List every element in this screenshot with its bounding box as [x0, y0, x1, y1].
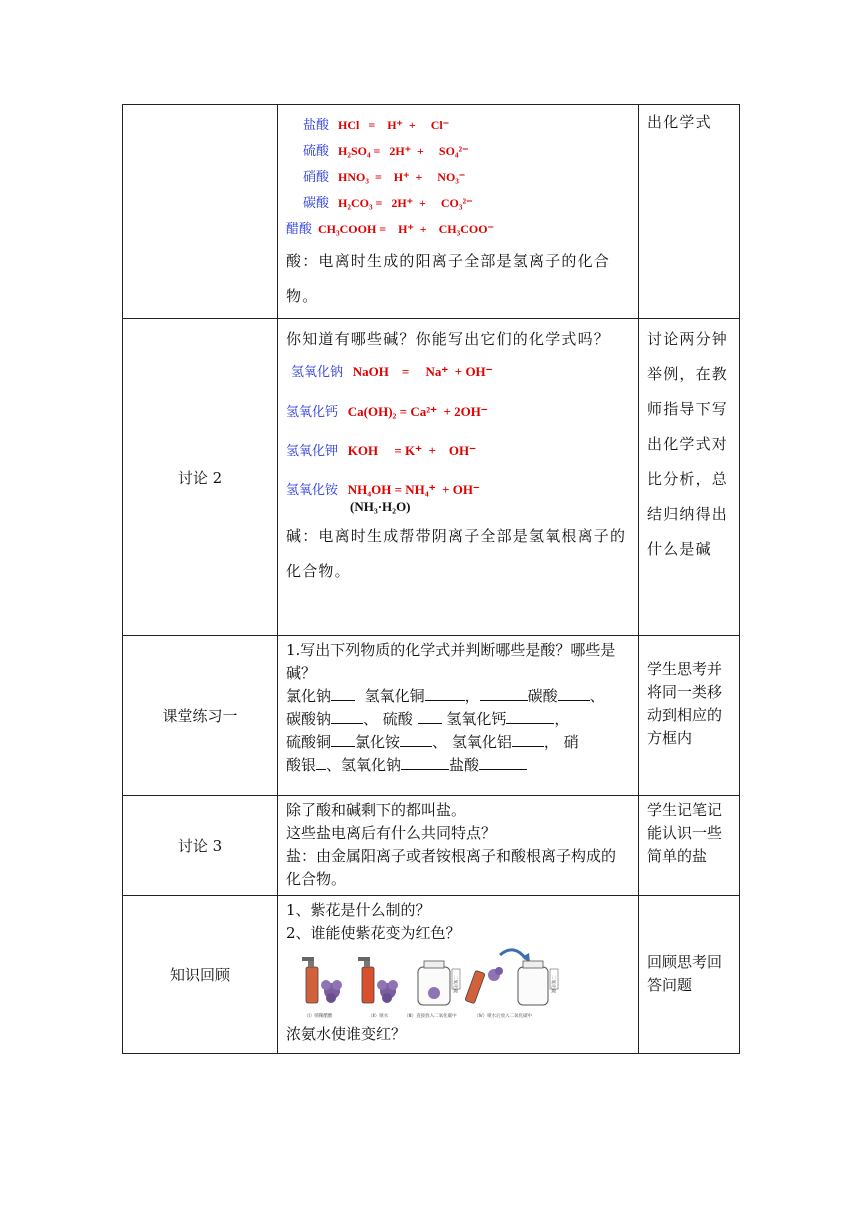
flower-icon	[488, 967, 503, 981]
base-equation: 氢氧化钾 KOH = K⁺ + OH⁻	[286, 443, 476, 459]
jar-label: 二氧化碳	[550, 975, 555, 993]
acid-content	[278, 105, 639, 319]
review-row	[123, 896, 740, 1054]
base-definition: 碱：电离时生成帮带阴离子全部是氢氧根离子的化合物。	[286, 527, 627, 580]
figure-caption: （Ⅳ）喷水后放入二氧化碳中	[474, 1014, 533, 1019]
base-equation: 氢氧化钙 Ca(OH)₂ = Ca²⁺ + 2OH⁻	[286, 404, 488, 420]
lesson-table	[122, 104, 740, 1054]
acid-equation: 碳酸 H₂CO₃ = 2H⁺ + CO₃²⁻	[303, 196, 473, 211]
row-label: 讨论 3	[123, 796, 278, 896]
acid-row	[123, 105, 740, 319]
flower-icon	[321, 980, 342, 1003]
acid-equation: 硫酸 H₂SO₄ = 2H⁺ + SO₄²⁻	[303, 144, 469, 159]
base-equation: 氢氧化铵 NH₄OH = NH₄⁺ + OH⁻	[286, 482, 480, 498]
row-label: 课堂练习一	[123, 636, 278, 796]
row-label: 讨论 2	[123, 319, 278, 636]
row-label	[123, 105, 278, 319]
base-content	[278, 319, 639, 636]
experiment-figure	[286, 945, 630, 1023]
acid-equation: 醋酸 CH₃COOH = H⁺ + CH₃COO⁻	[286, 222, 494, 237]
activity-text: 回顾思考回答问题	[639, 896, 740, 1054]
exercise-line: 氯化钠 氢氧化铜 ， 碳酸 、	[286, 687, 605, 705]
exercise-content	[278, 636, 639, 796]
salt-line: 这些盐电离后有什么共同特点？	[286, 824, 497, 842]
review-content	[278, 896, 639, 1054]
ammonia-note: (NH₃·H₂O)	[350, 499, 411, 514]
salt-line: 盐：由金属阳离子或者铵根离子和酸根离子构成的化合物。	[286, 847, 617, 888]
discussion-2-row	[123, 319, 740, 636]
exercise-line: 碳酸钠 、 硫酸 氢氧化钙 ，	[286, 710, 570, 728]
review-question: 浓氨水使谁变红？	[286, 1025, 407, 1043]
jar-label: 二氧化碳	[452, 975, 457, 993]
spray-bottle-icon	[302, 957, 318, 1003]
figure-caption: （Ⅱ）喷水	[368, 1014, 389, 1019]
spray-bottle-icon	[358, 957, 374, 1003]
salt-content	[278, 796, 639, 896]
exercise-line: 酸银 、氢氧化钠 盐酸	[286, 754, 630, 777]
activity-text: 学生记笔记能认识一些简单的盐	[639, 796, 740, 896]
base-question: 你知道有哪些碱？你能写出它们的化学式吗？	[286, 330, 611, 348]
acid-equation: 盐酸 HCl = H⁺ + Cl⁻	[303, 118, 450, 133]
figure-caption: （Ⅰ）喷稀醋酸	[304, 1014, 333, 1019]
base-equation: 氢氧化钠 NaOH = Na⁺ + OH⁻	[291, 364, 493, 380]
activity-text: 学生思考并将同一类移动到相应的方框内	[639, 636, 740, 796]
activity-text: 讨论两分钟举例，在教师指导下写出化学式对比分析，总结归纳得出什么是碱	[639, 319, 740, 636]
flower-experiment-illustration	[300, 945, 560, 1023]
exercise-row	[123, 636, 740, 796]
review-line: 2、谁能使紫花变为红色？	[286, 924, 461, 942]
discussion-3-row	[123, 796, 740, 896]
row-label: 知识回顾	[123, 896, 278, 1054]
figure-caption: （Ⅲ）直接放入二氧化碳中	[404, 1014, 457, 1019]
activity-text: 出化学式	[639, 105, 740, 319]
acid-equation: 硝酸 HNO₃ = H⁺ + NO₃⁻	[303, 170, 466, 185]
review-line: 1、紫花是什么制的？	[286, 901, 431, 919]
spray-bottle-icon	[465, 970, 485, 1003]
exercise-prompt: 1.写出下列物质的化学式并判断哪些是酸？哪些是碱？	[286, 641, 616, 682]
flower-icon	[377, 980, 398, 1003]
acid-definition: 酸：电离时生成的阳离子全部是氢离子的化合物。	[286, 252, 611, 305]
salt-line: 除了酸和碱剩下的都叫盐。	[286, 801, 467, 819]
exercise-line: 硫酸铜 氯化铵 、 氢氧化铝 ， 硝	[286, 733, 579, 751]
